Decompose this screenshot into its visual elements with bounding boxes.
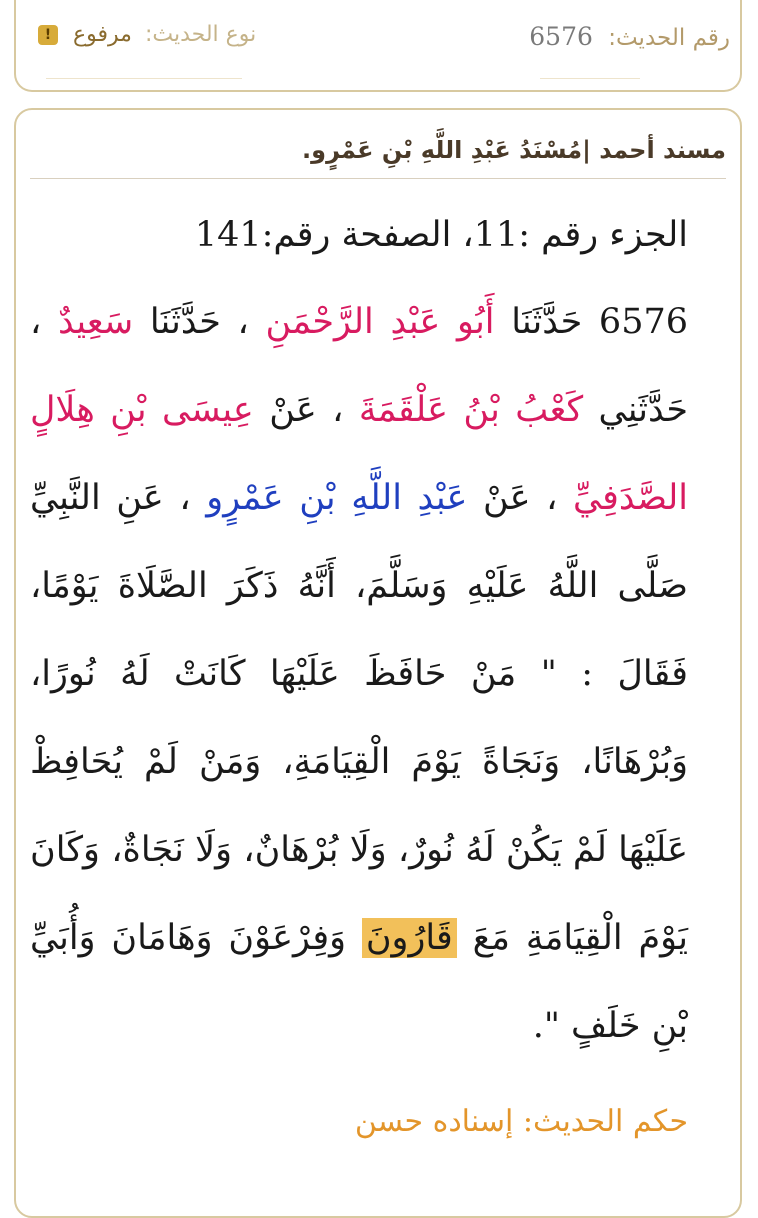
hadith-type-value[interactable]: مرفوع <box>73 22 132 47</box>
hadith-number-value[interactable]: 6576 <box>529 22 593 51</box>
text-segment: ، حَدَّثَنِي <box>30 302 689 430</box>
divider <box>30 178 726 179</box>
hadith-text-card <box>14 108 742 1218</box>
text-segment: ، حَدَّثَنَا <box>133 302 266 342</box>
text-segment: وَفِرْعَوْنَ وَهَامَانَ وَأُبَيِّ بْنِ خَلَفٍ ". <box>30 918 688 1046</box>
narrator-link[interactable]: كَعْبُ بْنُ عَلْقَمَةَ <box>358 390 584 430</box>
volume-page-line: الجزء رقم :11، الصفحة رقم:141 <box>194 215 688 255</box>
hadith-number-label: رقم الحديث: <box>608 25 730 51</box>
narrator-link[interactable]: سَعِيدٌ <box>58 302 134 342</box>
hadith-type-label: نوع الحديث: <box>144 22 257 47</box>
text-segment: ، عَنْ <box>467 478 573 518</box>
text-segment: حَدَّثَنَا <box>494 302 599 342</box>
text-segment: ، عَنْ <box>253 390 359 430</box>
companion-link[interactable]: عَبْدِ اللَّهِ بْنِ عَمْرٍو <box>206 478 468 518</box>
hadith-info-card <box>14 0 742 92</box>
hadith-ruling: حكم الحديث: إسناده حسن <box>354 1104 688 1139</box>
hadith-type-field <box>38 22 256 47</box>
divider <box>46 78 242 79</box>
narrator-link[interactable]: أَبُو عَبْدِ الرَّحْمَنِ <box>265 302 495 342</box>
divider <box>540 78 640 79</box>
hadith-body <box>30 202 688 1070</box>
hadith-number-field <box>529 22 730 51</box>
warning-icon[interactable]: ! <box>38 25 58 45</box>
narrator-link[interactable]: عِيسَى بْنِ هِلَالٍ الصَّدَفِيِّ <box>30 390 688 518</box>
text-segment: ، عَنِ النَّبِيِّ صَلَّى اللَّهُ عَلَيْهِ وَسَلَّمَ، أَنَّهُ ذَكَرَ الصَّلَاةَ يَوْمًا، فَقَالَ : " مَنْ حَافَظَ عَلَيْهَا كَانَتْ لَهُ نُورًا، وَبُرْهَانًا، وَنَجَاةً يَوْمَ الْقِيَامَةِ، وَمَنْ لَمْ يُحَافِظْ عَلَيْهَا لَمْ يَكُنْ لَهُ نُورٌ، وَلَا بُرْهَانٌ، وَلَا نَجَاةٌ، وَكَانَ يَوْمَ الْقِيَامَةِ مَعَ <box>30 478 688 958</box>
hadith-number-inline: 6576 <box>598 302 688 342</box>
highlighted-word[interactable]: قَارُونَ <box>362 918 457 958</box>
source-title[interactable]: مسند أحمد |مُسْنَدُ عَبْدِ اللَّهِ بْنِ عَمْرٍو. <box>302 136 726 164</box>
